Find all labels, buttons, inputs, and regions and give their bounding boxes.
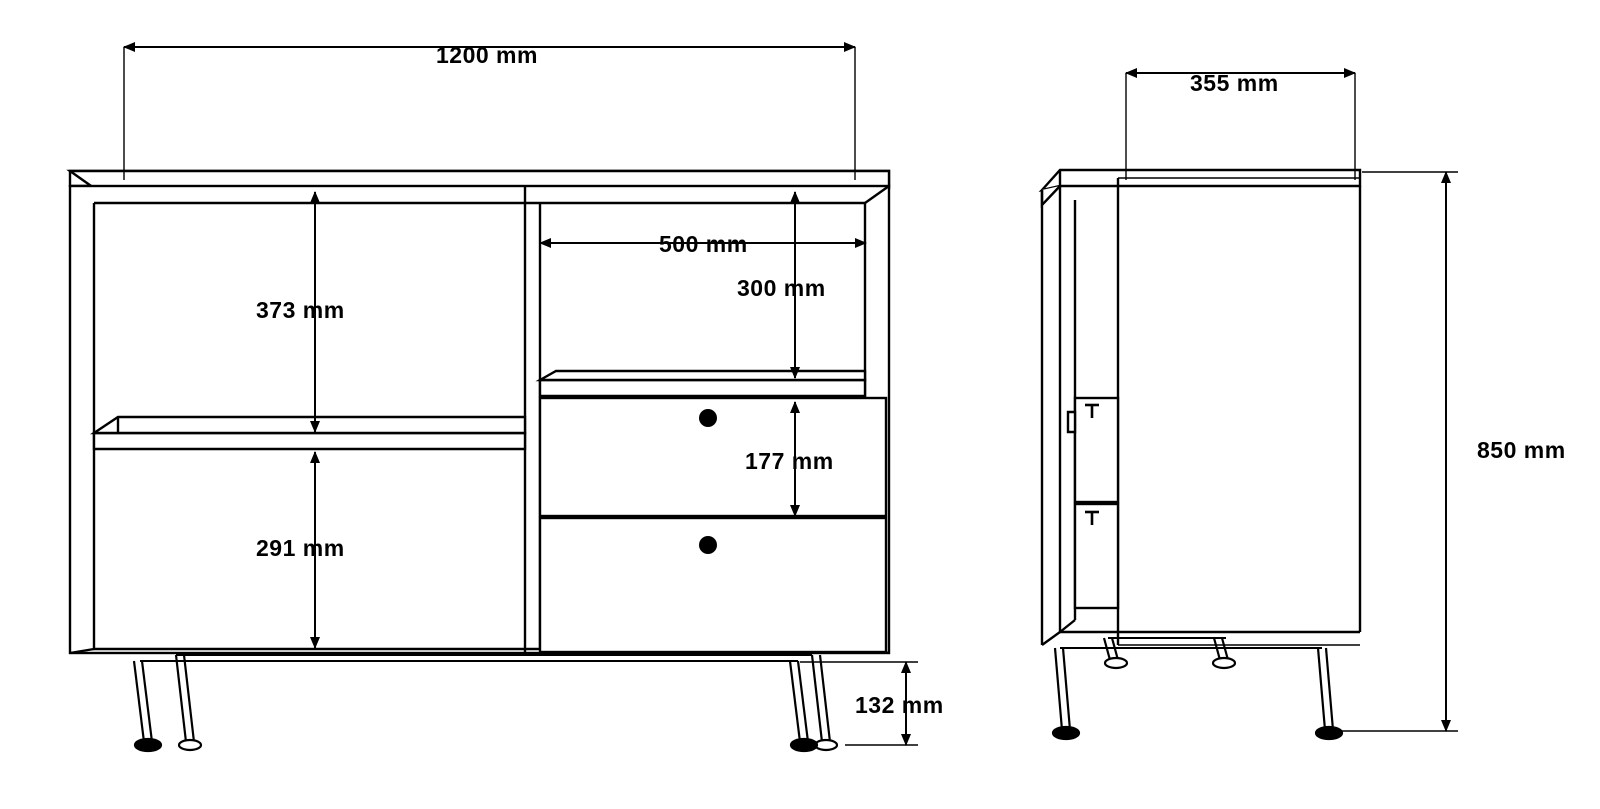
side-door[interactable] [1068, 398, 1118, 608]
dim-label-depth: 355 mm [1190, 70, 1279, 96]
dim-label-lower-left-height: 291 mm [256, 535, 345, 561]
left-shelf [94, 417, 525, 449]
dim-label-right-width: 500 mm [659, 231, 748, 257]
dim-label-right-shelf-height: 300 mm [737, 275, 826, 301]
dim-label-overall-width: 1200 mm [436, 42, 538, 68]
dim-label-overall-height: 850 mm [1477, 437, 1566, 463]
metal-legs-front [134, 655, 837, 751]
bottom-drawer-knob[interactable] [699, 536, 717, 554]
side-top-board [1042, 170, 1360, 205]
dim-label-upper-left-height: 373 mm [256, 297, 345, 323]
right-shelf [540, 371, 865, 396]
dim-label-leg-height: 132 mm [855, 692, 944, 718]
dim-label-drawer-height: 177 mm [745, 448, 834, 474]
side-view [1042, 170, 1360, 739]
top-drawer-knob[interactable] [699, 409, 717, 427]
metal-legs-side [1053, 638, 1342, 739]
